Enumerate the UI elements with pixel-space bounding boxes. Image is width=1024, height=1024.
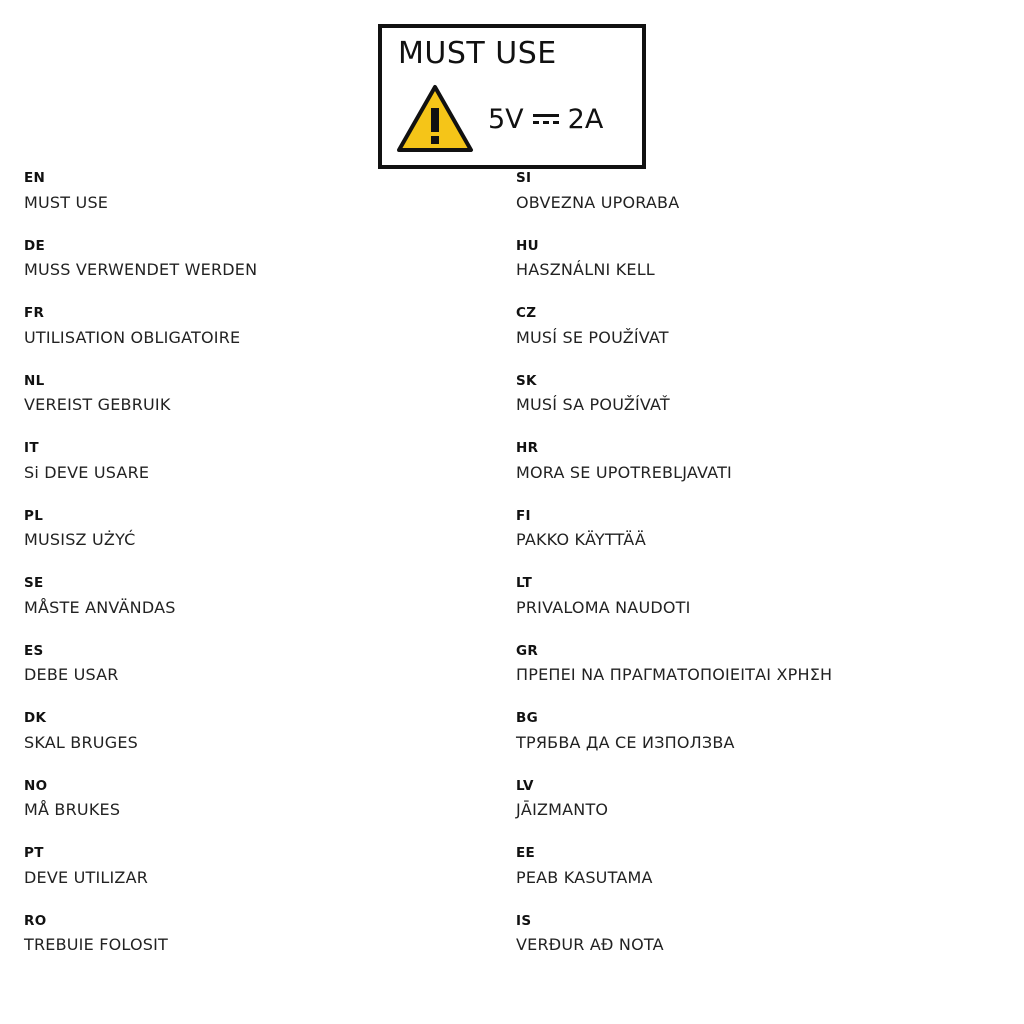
language-text: MUSÍ SE POUŽÍVAT: [516, 327, 669, 347]
language-code: PT: [24, 845, 44, 861]
language-code: LT: [516, 575, 533, 591]
language-code: DK: [24, 710, 47, 726]
language-text: ТРЯБВА ДА СЕ ИЗПОЛЗВА: [516, 732, 735, 752]
dc-current-symbol-icon: [533, 110, 559, 128]
language-code: HU: [516, 237, 539, 254]
language-code: FI: [516, 507, 531, 524]
language-text: VERÐUR AÐ NOTA: [516, 935, 664, 954]
language-code: HR: [516, 440, 539, 456]
language-text: OBVEZNA UPORABA: [516, 192, 680, 212]
list-item: [516, 442, 1024, 481]
list-item: [516, 912, 1024, 954]
list-item: [516, 507, 1024, 549]
label-title: MUST USE: [398, 36, 557, 71]
language-code: PL: [24, 507, 44, 524]
list-item: [516, 237, 1024, 279]
language-text: PEAB KASUTAMA: [516, 867, 653, 887]
language-code: CZ: [516, 305, 537, 321]
language-text: PAKKO KÄYTTÄÄ: [516, 530, 647, 549]
list-item: [516, 847, 1024, 886]
language-code: SE: [24, 575, 44, 591]
language-code: SK: [516, 372, 537, 389]
language-code: SI: [516, 170, 532, 186]
language-code: NL: [24, 372, 45, 389]
language-text: PRIVALOMA NAUDOTI: [516, 597, 691, 617]
language-text: Si DEVE USARE: [24, 462, 150, 482]
language-text: MUSS VERWENDET WERDEN: [24, 260, 258, 279]
translations-section: [0, 172, 1024, 982]
language-text: SKAL BRUGES: [24, 732, 138, 752]
language-code: BG: [516, 710, 538, 726]
language-text: MÅ BRUKES: [24, 800, 121, 819]
power-rating: [488, 104, 603, 135]
language-text: VEREIST GEBRUIK: [24, 395, 171, 414]
language-text: MUSISZ UŻYĆ: [24, 530, 136, 549]
list-item: [516, 777, 1024, 819]
language-code: IT: [24, 440, 39, 456]
list-item: [516, 712, 1024, 751]
language-text: MÅSTE ANVÄNDAS: [24, 597, 176, 617]
list-item: [516, 642, 1024, 684]
translations-column-right: [0, 172, 1024, 982]
language-code: IS: [516, 912, 532, 929]
language-text: DEBE USAR: [24, 665, 119, 684]
language-text: TREBUIE FOLOSIT: [24, 935, 168, 954]
warning-label-box: [378, 24, 646, 169]
language-text: JĀIZMANTO: [516, 800, 609, 819]
language-text: HASZNÁLNI KELL: [516, 260, 655, 279]
list-item: [516, 372, 1024, 414]
voltage-value: 5V: [488, 103, 524, 135]
language-code: EN: [24, 170, 46, 186]
language-text: UTILISATION OBLIGATOIRE: [24, 327, 241, 347]
language-code: DE: [24, 237, 46, 254]
list-item: [516, 172, 1024, 211]
language-code: NO: [24, 777, 48, 794]
language-text: ΠΡΕΠΕΙ ΝΑ ΠΡΑΓΜΑΤΟΠΟΙΕΙΤΑΙ ΧΡΗΣΗ: [516, 665, 833, 684]
language-code: LV: [516, 777, 534, 794]
language-code: ES: [24, 642, 44, 659]
language-text: MORA SE UPOTREBLJAVATI: [516, 462, 732, 482]
list-item: [516, 307, 1024, 346]
language-code: GR: [516, 642, 539, 659]
language-text: DEVE UTILIZAR: [24, 867, 149, 887]
language-code: FR: [24, 305, 45, 321]
label-rating-row: [396, 84, 603, 154]
current-value: 2A: [567, 103, 604, 135]
language-code: RO: [24, 912, 47, 929]
language-text: MUSÍ SA POUŽÍVAŤ: [516, 395, 670, 414]
warning-triangle-icon: [396, 84, 474, 154]
list-item: [516, 577, 1024, 616]
language-text: MUST USE: [24, 192, 109, 212]
language-code: EE: [516, 845, 536, 861]
